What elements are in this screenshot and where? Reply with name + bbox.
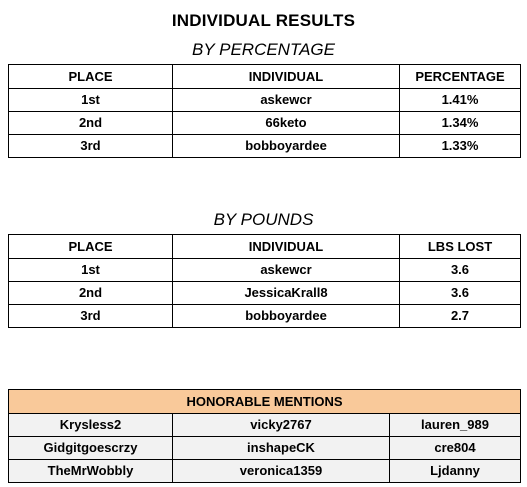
individual-cell: askewcr — [173, 259, 400, 282]
percentage-cell: 1.33% — [400, 135, 521, 158]
mention-cell: Krysless2 — [9, 414, 173, 437]
mention-cell: cre804 — [390, 437, 521, 460]
mention-cell: inshapeCK — [173, 437, 390, 460]
individual-cell: askewcr — [173, 89, 400, 112]
place-cell: 3rd — [9, 135, 173, 158]
individual-cell: JessicaKrall8 — [173, 282, 400, 305]
mention-cell: TheMrWobbly — [9, 460, 173, 483]
column-header-individual: INDIVIDUAL — [173, 235, 400, 259]
table-row — [9, 112, 521, 135]
table-row — [9, 259, 521, 282]
place-cell: 1st — [9, 259, 173, 282]
individual-cell: bobboyardee — [173, 135, 400, 158]
percentage-cell: 1.41% — [400, 89, 521, 112]
place-cell: 1st — [9, 89, 173, 112]
honorable-mentions-header: HONORABLE MENTIONS — [9, 390, 521, 414]
individual-cell: bobboyardee — [173, 305, 400, 328]
table-header-row — [9, 390, 521, 414]
percentage-subtitle: BY PERCENTAGE — [192, 40, 335, 59]
table-row — [9, 135, 521, 158]
mention-cell: vicky2767 — [173, 414, 390, 437]
percentage-results-table — [8, 64, 521, 158]
column-header-place: PLACE — [9, 235, 173, 259]
place-cell: 2nd — [9, 112, 173, 135]
table-header-row — [9, 65, 521, 89]
individual-cell: 66keto — [173, 112, 400, 135]
honorable-mentions-table — [8, 389, 521, 483]
place-cell: 3rd — [9, 305, 173, 328]
table-row — [9, 460, 521, 483]
table-row — [9, 282, 521, 305]
column-header-lbs-lost: LBS LOST — [400, 235, 521, 259]
pounds-results-table — [8, 234, 521, 328]
column-header-place: PLACE — [9, 65, 173, 89]
lbs-lost-cell: 3.6 — [400, 282, 521, 305]
table-row — [9, 89, 521, 112]
pounds-subtitle: BY POUNDS — [213, 210, 314, 229]
mention-cell: lauren_989 — [390, 414, 521, 437]
mention-cell: Ljdanny — [390, 460, 521, 483]
table-row — [9, 305, 521, 328]
lbs-lost-cell: 2.7 — [400, 305, 521, 328]
page-title: INDIVIDUAL RESULTS — [171, 11, 356, 30]
place-cell: 2nd — [9, 282, 173, 305]
column-header-individual: INDIVIDUAL — [173, 65, 400, 89]
column-header-percentage: PERCENTAGE — [400, 65, 521, 89]
mention-cell: veronica1359 — [173, 460, 390, 483]
percentage-cell: 1.34% — [400, 112, 521, 135]
table-row — [9, 437, 521, 460]
mention-cell: Gidgitgoescrzy — [9, 437, 173, 460]
lbs-lost-cell: 3.6 — [400, 259, 521, 282]
table-row — [9, 414, 521, 437]
table-header-row — [9, 235, 521, 259]
